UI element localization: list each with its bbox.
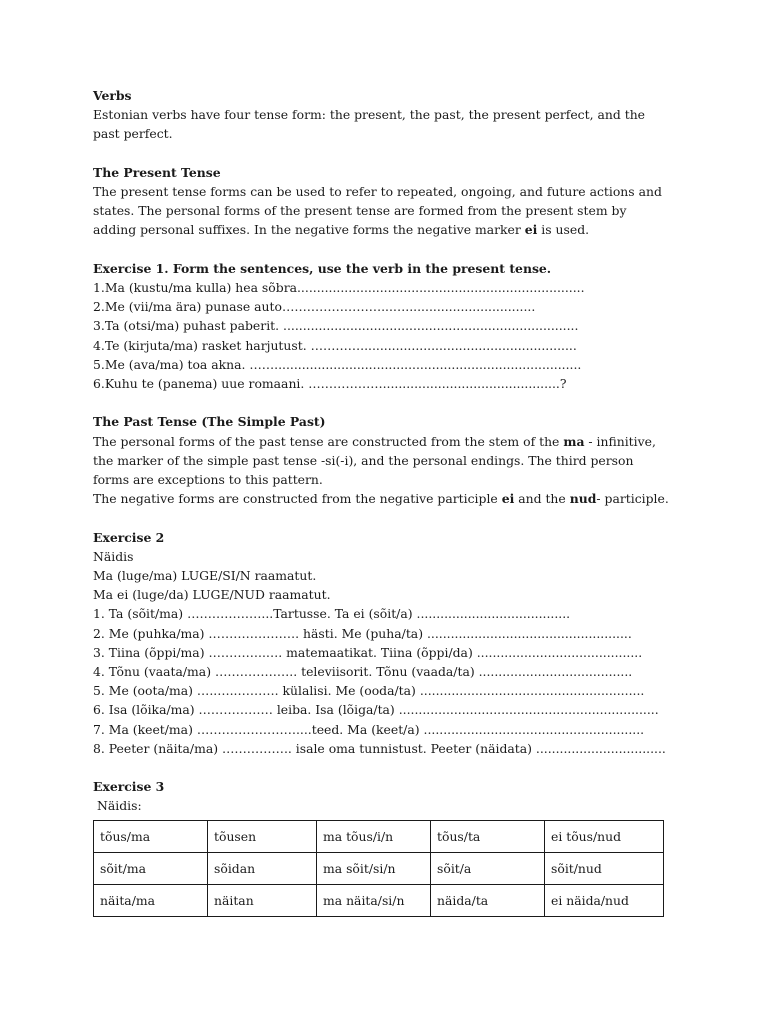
exercise1-item: 1.Ma (kustu/ma kulla) hea sõbra......................................................................... [93,280,585,295]
exercise3-heading: Exercise 3 [93,779,165,795]
table-cell: näida/ta [431,884,545,916]
exercise1-item: 3.Ta (otsi/ma) puhast paberit. ........................................................................... [93,318,579,334]
past-tense-paragraph-2: The negative forms are constructed from the negative participle ei and the nud- participle. [93,491,669,507]
present-tense-heading: The Present Tense [93,164,221,180]
table-cell: ma näita/si/n [317,884,431,916]
exercise2-item: 5. Me (oota/ma) …..…..………. külalisi. Me (ooda/ta) ......................................................... [93,683,645,699]
table-cell: tõusen [208,820,317,852]
nud-participle-marker: nud [569,491,597,507]
table-cell: sõidan [208,852,317,884]
exercise2-example-line: Ma (luge/ma) LUGE/SI/N raamatut. [93,568,317,584]
document-content [93,86,673,917]
table-row [94,884,664,916]
table-cell: sõit/ma [94,852,208,884]
present-tense-paragraph: The present tense forms can be used to refer to repeated, ongoing, and future actions and states. The personal forms of the present tense are formed from the present stem by adding personal suffixes. In the negative forms the negative marker ei is used. [93,184,662,238]
table-cell: ei näida/nud [545,884,664,916]
exercise2-item: 7. Ma (keet/ma) ……………………....teed. Ma (keet/a) ........................................................ [93,721,645,737]
table-cell: ei tõus/nud [545,820,664,852]
table-cell: ma sõit/si/n [317,852,431,884]
table-cell: näita/ma [94,884,208,916]
exercise1-item: 5.Me (ava/ma) toa akna. …….............................................................................. [93,356,582,372]
exercise1-list [93,278,673,393]
exercise2-item: 3. Tiina (õppi/ma) …………..…. matemaatikat. Tiina (õppi/da) .......................................... [93,644,643,660]
ma-infinitive-marker: ma [563,433,585,449]
table-cell: sõit/nud [545,852,664,884]
table-cell: tõus/ma [94,820,208,852]
exercise2-item: 4. Tõnu (vaata/ma) ……………….. televiisorit. Tõnu (vaada/ta) ....................................... [93,664,633,680]
exercise2-item: 6. Isa (lõika/ma) ……………… leiba. Isa (lõiga/ta) .................................................................. [93,702,659,718]
exercise2-heading: Exercise 2 [93,529,165,545]
past-tense-heading: The Past Tense (The Simple Past) [93,414,326,430]
exercise1-item: 4.Te (kirjuta/ma) rasket harjutust. …………....................................................... [93,337,577,353]
negative-marker: ei [524,222,538,238]
exercise2-example-label: Näidis [93,548,134,564]
past-tense-paragraph-1: The personal forms of the past tense are constructed from the stem of the ma - infinitive, the marker of the simple past tense -si(-i), and the personal endings. The third person forms are exceptions to this pattern. [93,433,656,488]
table-row [94,820,664,852]
verbs-heading: Verbs [93,88,132,103]
exercise2-item: 1. Ta (sõit/ma) ………………...Tartusse. Ta ei (sõit/a) ....................................... [93,606,571,622]
verbs-intro: Estonian verbs have four tense form: the present, the past, the present perfect, and the past perfect. [93,107,646,142]
exercise2-example-line: Ma ei (luge/da) LUGE/NUD raamatut. [93,587,331,603]
verb-forms-table [93,820,664,917]
table-cell: näitan [208,884,317,916]
exercise2-item: 8. Peeter (näita/ma) …………….. isale oma tunnistust. Peeter (näidata) ................................. [93,740,666,756]
table-cell: tõus/ta [431,820,545,852]
exercise2-list [93,604,673,758]
exercise1-item: 2.Me (vii/ma ära) punase auto……………………...…................................. [93,299,536,315]
table-cell: sõit/a [431,852,545,884]
negative-participle-marker: ei [501,491,515,507]
exercise2-item: 2. Me (puhka/ma) …………………. hästi. Me (puha/ta) .................................................... [93,625,632,641]
exercise3-example-label: Näidis: [97,798,142,814]
table-cell: ma tõus/i/n [317,820,431,852]
exercise1-heading: Exercise 1. Form the sentences, use the verb in the present tense. [93,260,552,276]
table-row [94,852,664,884]
exercise1-item: 6.Kuhu te (panema) uue romaani. ……………….............................................? [93,376,567,392]
